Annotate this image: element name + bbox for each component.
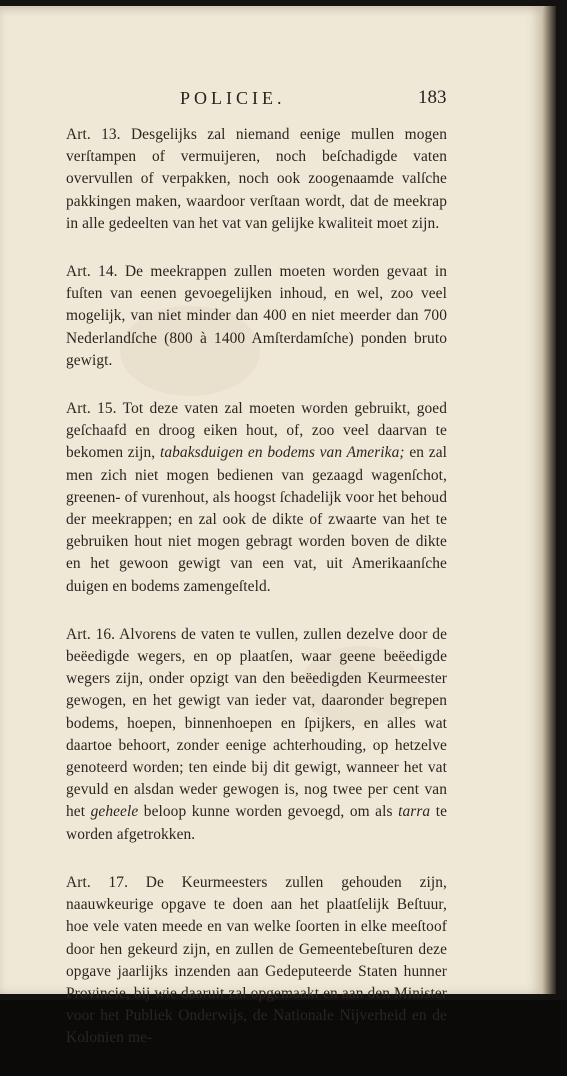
article-italic-text: tabaksduigen en bodems van Amerika; <box>159 444 405 462</box>
article-label: Art. 17. <box>66 873 129 891</box>
article-label: Art. 13. <box>66 126 121 143</box>
article-label: Art. 14. <box>66 263 118 281</box>
article-text: beloop kunne worden gevoegd, om als <box>143 803 393 821</box>
article-text: Alvorens de vaten te vullen, zullen dezelve door de beëedigde wegers, en op plaatſen, waar geene beëedigde wegers zijn, onder opzigt van den beëedigden Keurmeester gewogen, en het gewigt van ieder vat, daaronder begrepen bodems, hoepen, binnenhoepen en ſpijkers, en alles wat daartoe behoort, zonder eenige achterhouding, op hetzelve genoteerd worden; ten einde bij dit gewigt, wanneer het vat gevuld en alsdan weder gewogen is, nog twee per cent van het <box>66 625 447 821</box>
article-text: Tot deze vaten zal moeten worden gebruikt, goed geſchaafd en droog eiken hout, of, zoo veel daarvan te bekomen zijn, <box>66 400 448 462</box>
article-text: te worden afgetrokken. <box>66 803 448 843</box>
article-17 <box>66 872 447 1050</box>
article-15 <box>66 398 447 598</box>
article-text: Desgelijks zal niemand eenige mullen mogen verſtampen of vermuijeren, noch beſchadigde vaten overvullen of verpakken, noch ook zoogenaamde valſche pakkingen maken, waardoor verſtaan wordt, dat de meekrap in alle gedeelten van het vat van gelijke kwaliteit moet zijn. <box>66 126 448 232</box>
article-text: De meekrappen zullen moeten worden gevaat in fuſten van eenen gevoegelijken inhoud, en wel, zoo veel mogelijk, van niet minder dan 400 en niet meerder dan 700 Nederlandſche (800 à 1400 Amſterdamſche) ponden bruto gewigt. <box>66 263 448 369</box>
running-title: POLICIE. <box>180 88 286 108</box>
article-16 <box>66 624 447 846</box>
body-text <box>66 124 447 1076</box>
article-14 <box>66 261 447 372</box>
article-label: Art. 16. <box>66 625 116 643</box>
page-number: 183 <box>418 87 447 108</box>
article-italic-text: tarra <box>398 803 431 821</box>
article-label: Art. 15. <box>66 400 117 418</box>
running-head <box>0 88 542 112</box>
article-text: en zal men zich niet mogen bedienen van gezaagd wagenſchot, greenen- of vurenhout, als hoogst ſchadelijk voor het behoud der meekrappen; en zal ook de dikte of zwaarte van het te gebruiken hout niet mogen gebragt worden boven de dikte en het gewoon gewigt van een vat, uit Amerikaanſche duigen en bodems zamengeſteld. <box>66 444 448 595</box>
article-text: De Keurmeesters zullen gehouden zijn, naauwkeurige opgave te doen aan het plaatſelijk Beſtuur, hoe vele vaten meede en van welke ſoorten in elke meeſtoof door hen gekeurd zijn, en zullen de Gemeentebeſturen deze opgave jaarlijks inzenden aan Gedeputeerde Staten hunner Provincie, bij wie daaruit zal opgemaakt en aan den Minister voor het Publiek Onderwijs, de Nationale Nijverheid en de Kolonien me- <box>66 873 447 1047</box>
article-13 <box>66 124 447 235</box>
page-edge <box>542 6 556 994</box>
book-page <box>0 6 542 1047</box>
article-italic-text: geheele <box>90 803 139 821</box>
